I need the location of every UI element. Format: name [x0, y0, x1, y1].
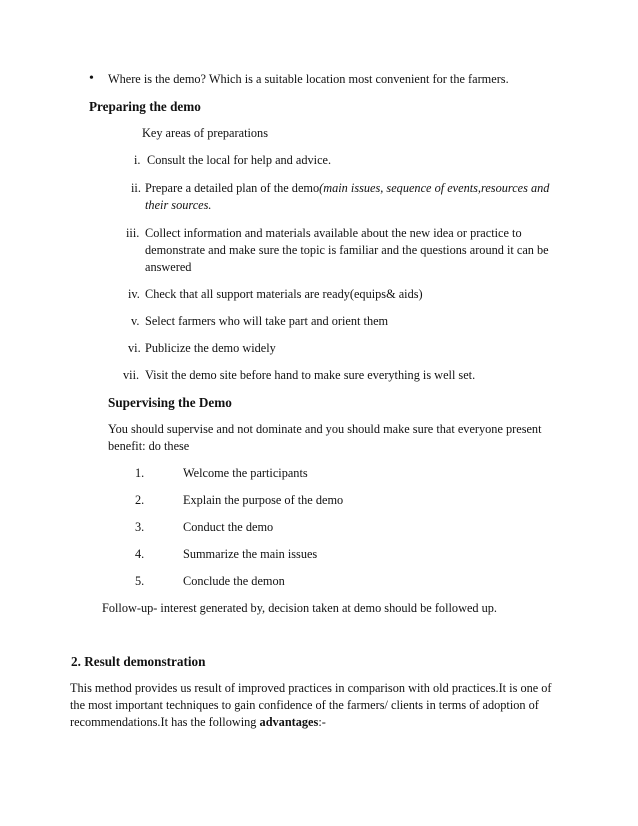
list-item-number: v. — [131, 314, 140, 328]
list-item-text-plain: Prepare a detailed plan of the demo — [145, 181, 320, 195]
step-number: 4. — [135, 547, 145, 561]
result-paragraph-line1: This method provides us result of improved practices in comparison with old practices.It is one of — [70, 681, 552, 695]
list-item-text-continued: demonstrate and make sure the topic is familiar and the questions around it can be — [145, 243, 549, 257]
result-paragraph-line3 — [70, 714, 326, 731]
list-item-number: i. — [134, 153, 141, 167]
list-item-text: Publicize the demo widely — [145, 341, 276, 355]
list-item-text: Check that all support materials are ready(equips& aids) — [145, 287, 423, 301]
list-item-number: iii. — [126, 226, 140, 240]
list-item-number: vii. — [123, 368, 140, 382]
step-text: Welcome the participants — [183, 466, 308, 480]
result-line3-tail: :- — [318, 715, 326, 729]
followup-text: Follow-up- interest generated by, decision taken at demo should be followed up. — [102, 601, 497, 615]
step-text: Conclude the demon — [183, 574, 285, 588]
step-text: Conduct the demo — [183, 520, 274, 534]
step-number: 3. — [135, 520, 145, 534]
section-heading-supervising: Supervising the Demo — [108, 395, 232, 410]
result-line3-text: recommendations.It has the following — [70, 715, 260, 729]
list-item-number: iv. — [128, 287, 140, 301]
list-item-number: ii. — [131, 181, 141, 195]
result-line3-bold: advantages — [259, 715, 319, 729]
step-number: 5. — [135, 574, 145, 588]
step-number: 2. — [135, 493, 145, 507]
section-heading-result: 2. Result demonstration — [71, 654, 206, 669]
step-text: Summarize the main issues — [183, 547, 318, 561]
list-item-number: vi. — [128, 341, 141, 355]
bullet-text: Where is the demo? Which is a suitable location most convenient for the farmers. — [108, 72, 509, 86]
step-text: Explain the purpose of the demo — [183, 493, 344, 507]
list-item-text: Visit the demo site before hand to make sure everything is well set. — [145, 368, 476, 382]
result-paragraph-line2: the most important techniques to gain confidence of the farmers/ clients in terms of adoption of — [70, 698, 539, 712]
bullet-icon: • — [89, 71, 94, 86]
list-item-text-continued: their sources. — [145, 198, 212, 212]
section-heading-preparing: Preparing the demo — [89, 99, 201, 114]
list-item-text — [145, 180, 549, 197]
preparing-subheading: Key areas of preparations — [142, 126, 268, 140]
list-item-text: Collect information and materials available about the new idea or practice to — [145, 226, 522, 240]
step-number: 1. — [135, 466, 145, 480]
list-item-text-italic: (main issues, sequence of events,resources and — [319, 181, 550, 195]
list-item-text-continued: answered — [145, 260, 192, 274]
list-item-text: Consult the local for help and advice. — [147, 153, 332, 167]
list-item-text: Select farmers who will take part and orient them — [145, 314, 389, 328]
supervising-paragraph: You should supervise and not dominate and you should make sure that everyone present — [108, 422, 542, 436]
supervising-paragraph-continued: benefit: do these — [108, 439, 190, 453]
